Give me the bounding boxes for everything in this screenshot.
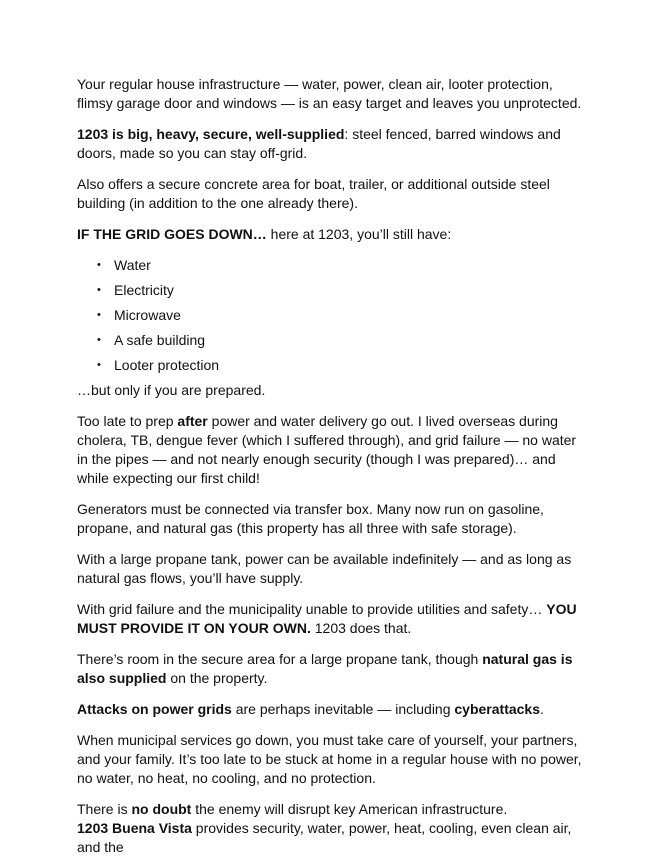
list-item-label: Electricity: [114, 282, 174, 298]
overseas-b: power and water delivery go out. I lived overseas during cholera, TB, dengue fever (which I suffered through), and grid failure — no water in the pipes — and not nearly enough security (though I was prepared)… and while expecting our first child!: [77, 413, 577, 486]
municipal-paragraph: When municipal services go down, you must take care of yourself, your partners, and your family. It’s too late to be stuck at home in a regular house with no power, no water, no heat, no cooling, and no protection.: [77, 732, 582, 786]
attacks-bold-2: cyberattacks: [454, 701, 541, 717]
list-item: [97, 306, 590, 325]
list-item-label: A safe building: [114, 332, 206, 348]
provide-own-b: 1203 does that.: [310, 620, 412, 636]
intro-paragraph: Your regular house infrastructure — water, power, clean air, looter protection, flimsy garage door and windows — is an easy target and leaves you unprotected.: [77, 76, 582, 111]
bullet-icon: •: [97, 309, 101, 321]
grid-down-rest: here at 1203, you’ll still have:: [266, 226, 452, 242]
buena-vista-paragraph: [77, 819, 590, 857]
no-doubt-bold: no doubt: [131, 801, 192, 817]
list-item: [97, 356, 590, 375]
list-item-label: Water: [114, 257, 151, 273]
no-doubt-b: the enemy will disrupt key American infrastructure.: [191, 801, 508, 817]
attacks-bold-1: Attacks on power grids: [77, 701, 232, 717]
provide-own-a: With grid failure and the municipality unable to provide utilities and safety…: [77, 601, 547, 617]
list-item: [97, 281, 590, 300]
attacks-b: .: [540, 701, 544, 717]
list-item-label: Looter protection: [114, 357, 220, 373]
list-item-label: Microwave: [114, 307, 181, 323]
propane-tank-a: There’s room in the secure area for a large propane tank, though: [77, 651, 483, 667]
bullet-icon: •: [97, 334, 101, 346]
bullet-icon: •: [97, 359, 101, 371]
overseas-bold: after: [177, 413, 208, 429]
bullet-icon: •: [97, 284, 101, 296]
buena-vista-rest: provides security, water, power, heat, cooling, even clean air, and the: [77, 820, 572, 855]
overseas-paragraph: [77, 412, 590, 488]
grid-down-bold: IF THE GRID GOES DOWN…: [77, 226, 267, 242]
propane-paragraph: With a large propane tank, power can be available indefinitely — and as long as natural gas flows, you’ll have supply.: [77, 551, 572, 586]
list-item: [97, 256, 590, 275]
attacks-a: are perhaps inevitable — including: [231, 701, 455, 717]
no-doubt-paragraph: [77, 800, 590, 819]
concrete-area-paragraph: Also offers a secure concrete area for boat, trailer, or additional outside steel building (in addition to the one already there).: [77, 176, 550, 211]
secure-bold: 1203 is big, heavy, secure, well-supplied: [77, 126, 345, 142]
overseas-a: Too late to prep: [77, 413, 178, 429]
list-item: [97, 331, 590, 350]
features-list: [77, 256, 590, 375]
no-doubt-a: There is: [77, 801, 132, 817]
propane-tank-b: on the property.: [166, 670, 268, 686]
provide-own-paragraph: [77, 600, 590, 638]
provide-own-bold: YOU MUST PROVIDE IT ON YOUR OWN.: [77, 601, 577, 636]
bullet-icon: •: [97, 259, 101, 271]
attacks-paragraph: [77, 700, 590, 719]
secure-rest: : steel fenced, barred windows and doors, made so you can stay off-grid.: [77, 126, 561, 161]
propane-tank-bold: natural gas is also supplied: [77, 651, 573, 686]
prepared-paragraph: …but only if you are prepared.: [77, 382, 266, 398]
generators-paragraph: Generators must be connected via transfer box. Many now run on gasoline, propane, and natural gas (this property has all three with safe storage).: [77, 501, 544, 536]
grid-down-paragraph: [77, 225, 590, 244]
buena-vista-bold: 1203 Buena Vista: [77, 820, 192, 836]
propane-tank-paragraph: [77, 650, 590, 688]
secure-paragraph: [77, 125, 590, 163]
